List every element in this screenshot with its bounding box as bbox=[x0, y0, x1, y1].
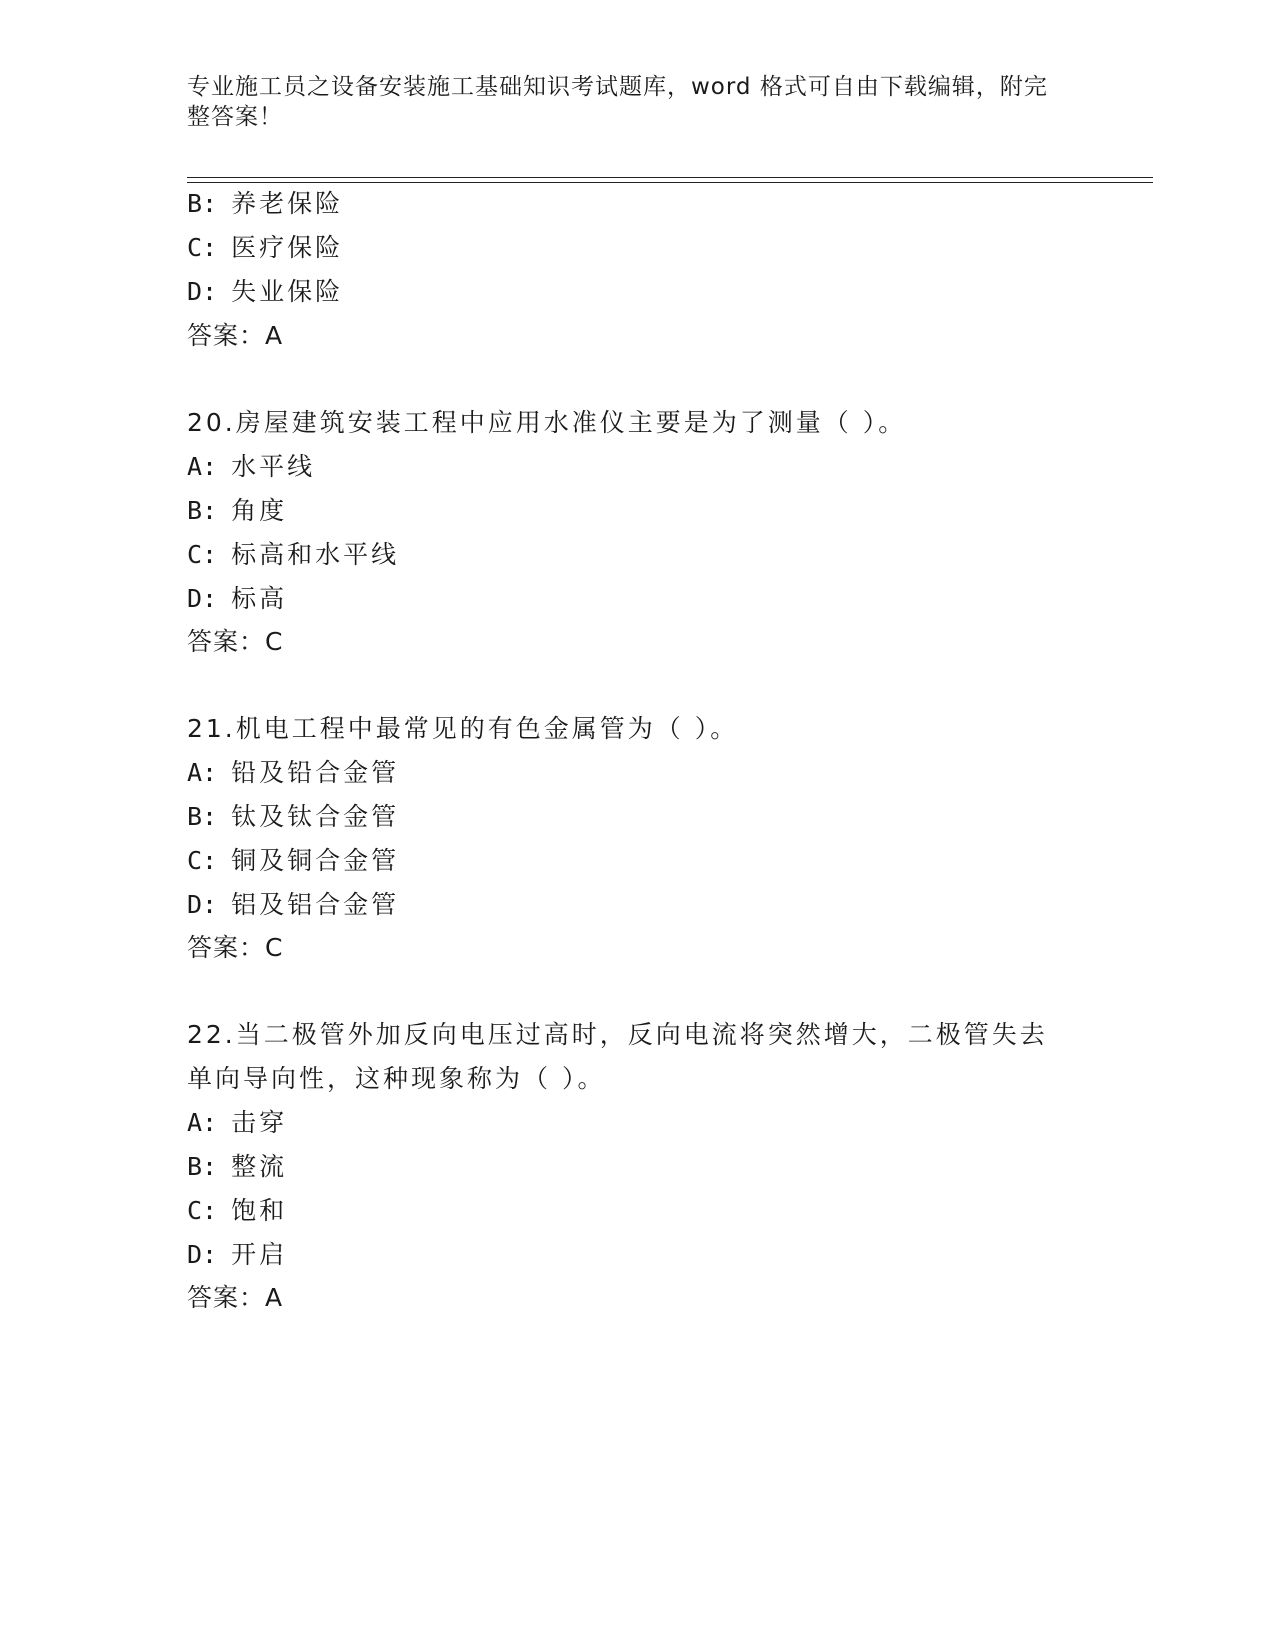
option-b: B: 角度 bbox=[187, 496, 288, 525]
option-d: D: 标高 bbox=[187, 584, 288, 613]
header-line-1: 专业施工员之设备安装施工基础知识考试题库，word 格式可自由下载编辑，附完 bbox=[187, 74, 1048, 100]
answer-line: 答案：C bbox=[187, 933, 284, 962]
answer-line: 答案：A bbox=[187, 1283, 284, 1312]
option-c: C: 铜及铜合金管 bbox=[187, 846, 400, 875]
option-c: C: 医疗保险 bbox=[187, 233, 344, 262]
option-b: B: 钛及钛合金管 bbox=[187, 802, 400, 831]
answer-line: 答案：A bbox=[187, 321, 284, 350]
option-c: C: 饱和 bbox=[187, 1196, 288, 1225]
header-line-2: 整答案！ bbox=[187, 104, 283, 130]
option-d: D: 铝及铝合金管 bbox=[187, 890, 400, 919]
option-a: A: 击穿 bbox=[187, 1108, 288, 1137]
option-b: B: 整流 bbox=[187, 1152, 288, 1181]
question-22-stem-line-1: 22.当二极管外加反向电压过高时，反向电流将突然增大，二极管失去 bbox=[187, 1020, 1048, 1049]
question-21-stem: 21.机电工程中最常见的有色金属管为（ ）。 bbox=[187, 714, 739, 743]
answer-line: 答案：C bbox=[187, 627, 284, 656]
option-d: D: 开启 bbox=[187, 1240, 288, 1269]
document-header bbox=[187, 72, 1067, 132]
option-a: A: 铅及铅合金管 bbox=[187, 758, 400, 787]
option-b: B: 养老保险 bbox=[187, 189, 344, 218]
option-a: A: 水平线 bbox=[187, 452, 316, 481]
header-divider-bottom bbox=[187, 182, 1153, 183]
question-22-stem-line-2: 单向导向性，这种现象称为（ ）。 bbox=[187, 1064, 606, 1093]
option-d: D: 失业保险 bbox=[187, 277, 344, 306]
question-20-stem: 20.房屋建筑安装工程中应用水准仪主要是为了测量（ ）。 bbox=[187, 408, 907, 437]
header-divider-top bbox=[187, 177, 1153, 178]
option-c: C: 标高和水平线 bbox=[187, 540, 400, 569]
